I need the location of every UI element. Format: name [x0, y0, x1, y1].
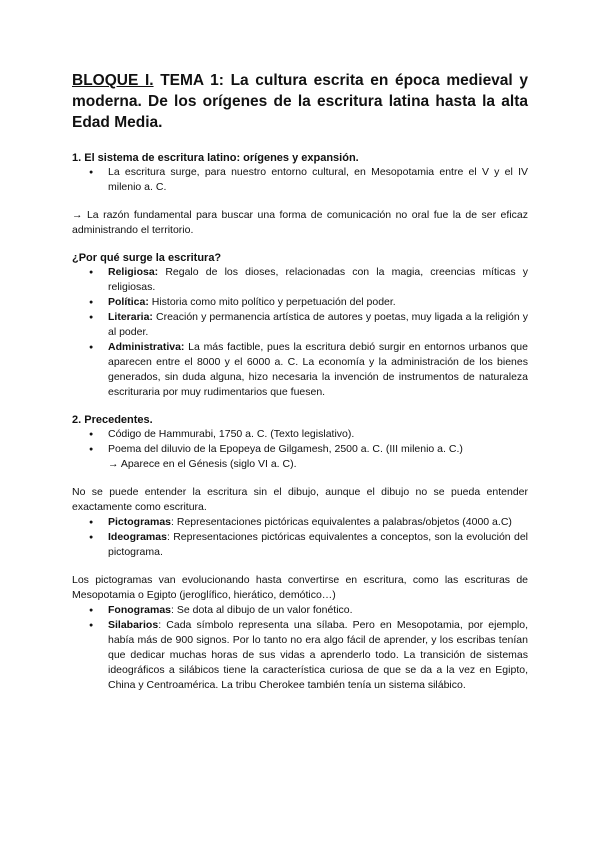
list-item: [72, 295, 528, 310]
title-text: TEMA 1: La cultura escrita en época medieval y moderna. De los orígenes de la escritura latina hasta la alta Edad Media.: [72, 72, 528, 131]
document-page: [72, 70, 528, 693]
page-title: [72, 70, 528, 133]
item-text: : Cada símbolo representa una sílaba. Pero en Mesopotamia, por ejemplo, había más de 900 signos. Por lo tanto no era algo fácil de aprender, y los escribas tenían que dedicar muchas horas de sus vidas a aprenderlo todo. La transición de sistemas ideográficos a silábicos tiene la característica curiosa de que se da a la vez en Egipto, China y Centroamérica. La tribu Cherokee también tenía un sistema silábico.: [108, 619, 528, 691]
block-label: BLOQUE I.: [72, 72, 154, 89]
list-item: [72, 530, 528, 560]
list-item: [72, 603, 528, 618]
item-term: Religiosa:: [108, 266, 159, 278]
item-text: : Representaciones pictóricas equivalentes a conceptos, son la evolución del pictograma.: [108, 531, 528, 558]
drawing-list: [72, 515, 528, 560]
item-term: Silabarios: [108, 619, 159, 631]
item-term: Administrativa:: [108, 341, 185, 353]
section-1-heading: 1. El sistema de escritura latino: orígenes y expansión.: [72, 152, 359, 164]
section-2-heading: 2. Precedentes.: [72, 414, 153, 426]
evolution-paragraph: Los pictogramas van evolucionando hasta convertirse en escritura, como las escrituras de Mesopotamia o Egipto (jeroglífico, hierático, demótico…): [72, 574, 528, 601]
list-item: ● Código de Hammurabi, 1750 a. C. (Texto legislativo).: [72, 427, 528, 442]
list-item: [72, 310, 528, 340]
list-item: [72, 442, 528, 472]
list-item: [72, 618, 528, 693]
item-text: : Representaciones pictóricas equivalentes a palabras/objetos (4000 a.C): [171, 516, 512, 528]
item-term: Ideogramas: [108, 531, 167, 543]
drawing-paragraph: No se puede entender la escritura sin el dibujo, aunque el dibujo no se pueda entender exactamente como escritura.: [72, 486, 528, 513]
item-text: Historia como mito político y perpetuación del poder.: [148, 296, 396, 308]
list-item: [72, 265, 528, 295]
list-item: ● La escritura surge, para nuestro entorno cultural, en Mesopotamia entre el V y el IV milenio a. C.: [72, 165, 528, 195]
item-text: Regalo de los dioses, relacionadas con la magia, creencias míticas y religiosas.: [108, 266, 528, 293]
item-text: La más factible, pues la escritura debió surgir en entornos urbanos que aparecen entre el 8000 y el 6000 a. C. La economía y la administración de los bienes generados, sin duda alguna, hizo necesaria la invención de instrumentos de naturaleza escrituraria por muy rudimentarios que fuesen.: [108, 341, 528, 398]
item-term: Literaria:: [108, 311, 153, 323]
list-item: [72, 515, 528, 530]
item-term: Fonogramas: [108, 604, 172, 616]
list-item: [72, 340, 528, 400]
arrow-paragraph: → La razón fundamental para buscar una forma de comunicación no oral fue la de ser eficaz administrando el territorio.: [72, 209, 528, 236]
item-text: Poema del diluvio de la Epopeya de Gilgamesh, 2500 a. C. (III milenio a. C.): [108, 443, 463, 455]
evolution-list: [72, 603, 528, 693]
item-text: Creación y permanencia artística de autores y poetas, muy ligada a la religión y al poder.: [108, 311, 528, 338]
why-list: [72, 265, 528, 400]
section-1-list: [72, 165, 528, 195]
why-heading: ¿Por qué surge la escritura?: [72, 252, 222, 264]
item-text: : Se dota al dibujo de un valor fonético.: [171, 604, 353, 616]
item-term: Pictogramas: [108, 516, 172, 528]
section-2-list: [72, 427, 528, 472]
item-subline: → Aparece en el Génesis (siglo VI a. C).: [108, 458, 297, 470]
item-term: Política:: [108, 296, 149, 308]
